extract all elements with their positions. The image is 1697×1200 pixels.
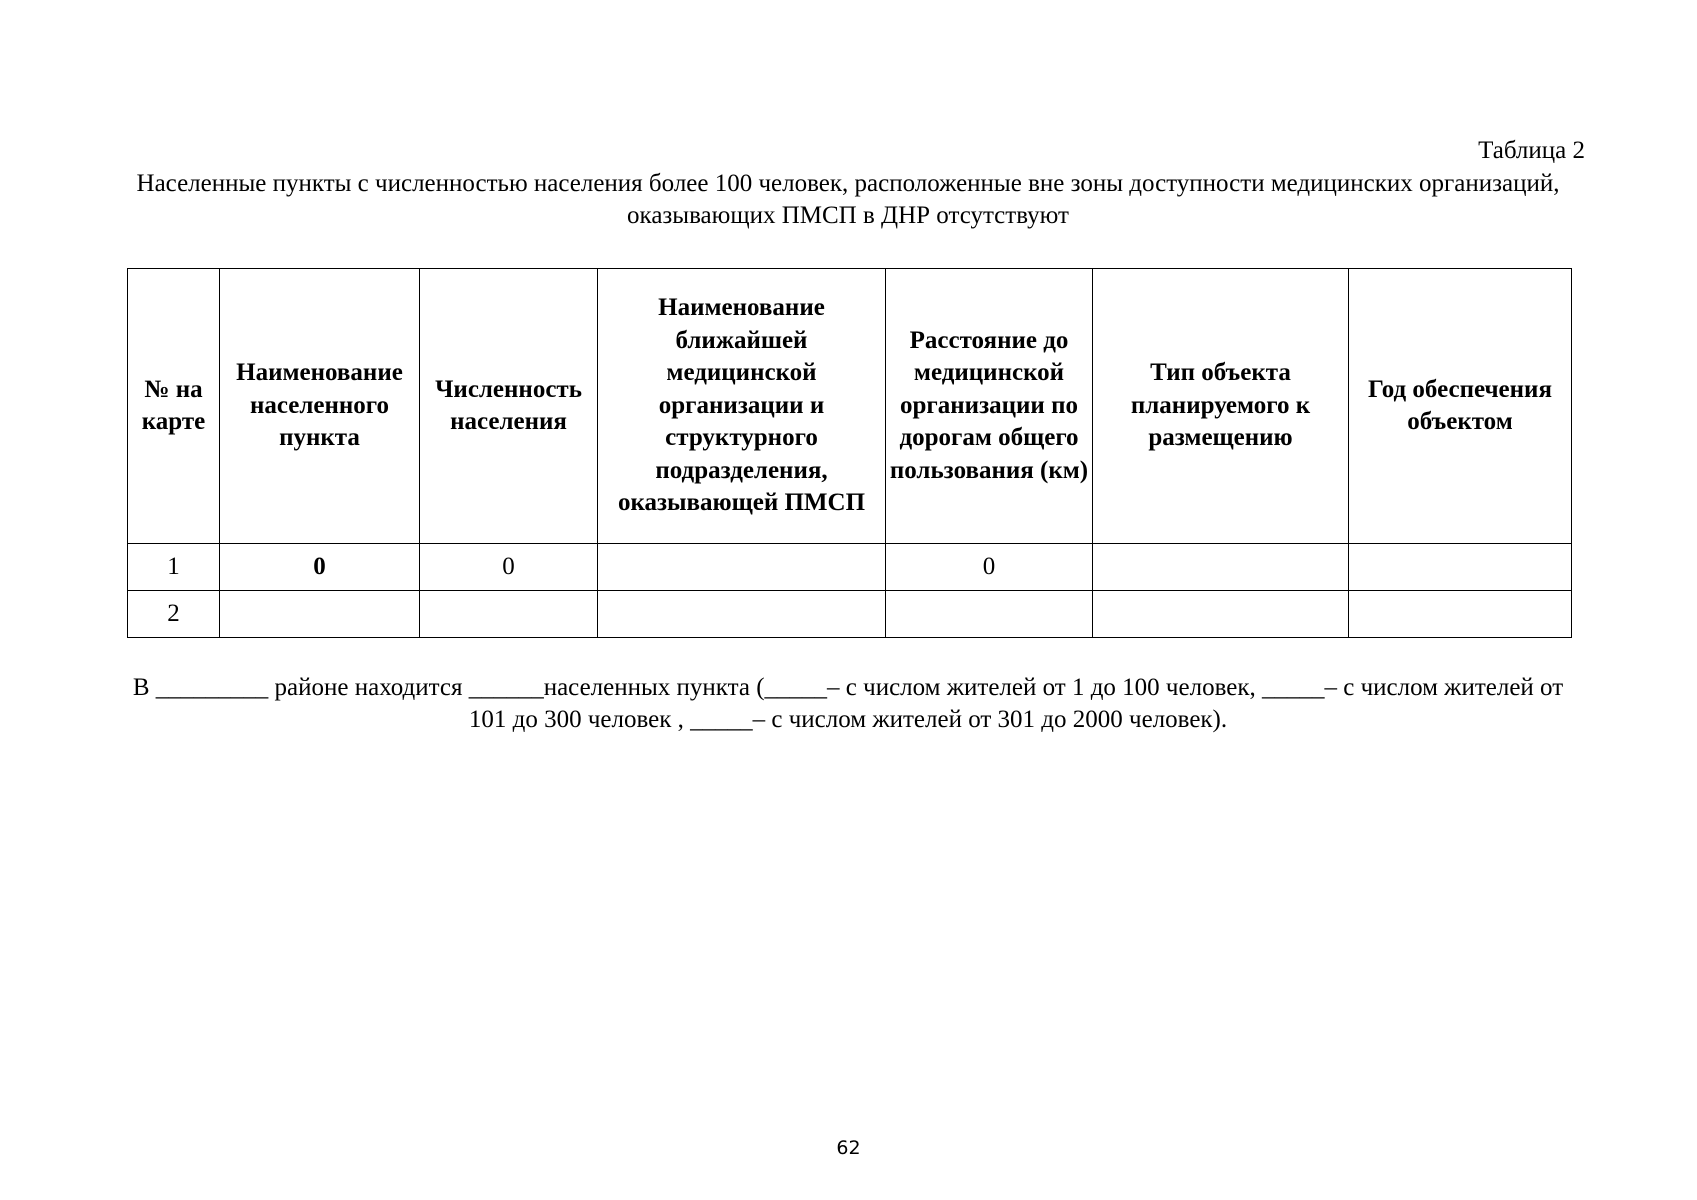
- header-planned-object-type: Тип объекта планируемого к размещению: [1093, 269, 1349, 544]
- page-number: 62: [836, 1137, 861, 1159]
- header-settlement-name: Наименование населенного пункта: [220, 269, 420, 544]
- cell-map-number: 1: [128, 544, 220, 591]
- cell-settlement-name: [220, 591, 420, 638]
- cell-population: 0: [420, 544, 598, 591]
- cell-provision-year: [1349, 591, 1572, 638]
- header-nearest-medical-org: Наименование ближайшей медицинской организации и структурного подразделения, оказывающей ПМСП: [598, 269, 886, 544]
- cell-distance: 0: [886, 544, 1093, 591]
- table-caption: Населенные пункты с численностью населения более 100 человек, расположенные вне зоны доступности медицинских организаций, оказывающих ПМСП в ДНР отсутствуют: [136, 170, 1560, 229]
- header-distance: Расстояние до медицинской организации по дорогам общего пользования (км): [886, 269, 1093, 544]
- header-map-number: № на карте: [128, 269, 220, 544]
- cell-settlement-name: 0: [220, 544, 420, 591]
- cell-planned-object-type: [1093, 591, 1349, 638]
- table-row: [128, 591, 1572, 638]
- cell-nearest-medical-org: [598, 591, 886, 638]
- table-row: [128, 544, 1572, 591]
- table-header-row: [128, 269, 1572, 544]
- settlements-table: [127, 268, 1572, 638]
- cell-distance: [886, 591, 1093, 638]
- cell-planned-object-type: [1093, 544, 1349, 591]
- cell-population: [420, 591, 598, 638]
- header-provision-year: Год обеспечения объектом: [1349, 269, 1572, 544]
- header-population: Численность населения: [420, 269, 598, 544]
- district-summary-text: В _________ районе находится ______населенных пункта (_____– с числом жителей от 1 до 100 человек, _____– с числом жителей от 101 до 300 человек , _____– с числом жителей от 301 до 2000 человек).: [132, 674, 1564, 733]
- cell-map-number: 2: [128, 591, 220, 638]
- cell-provision-year: [1349, 544, 1572, 591]
- cell-nearest-medical-org: [598, 544, 886, 591]
- table-label: Таблица 2: [1478, 137, 1585, 164]
